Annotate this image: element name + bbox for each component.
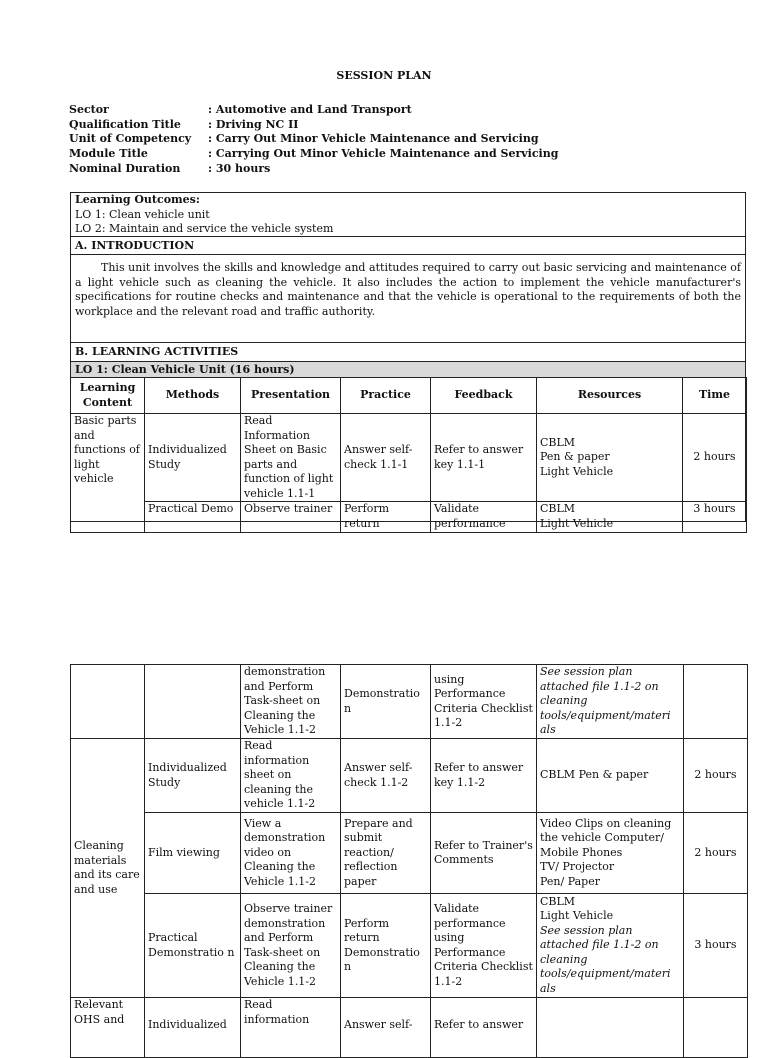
activities-table bbox=[70, 377, 747, 533]
resources-cell bbox=[537, 502, 683, 533]
practice-cell: Perform return Demonstratio n bbox=[341, 894, 431, 998]
method-cell: Individualized Study bbox=[145, 414, 241, 502]
method-cell bbox=[145, 665, 241, 739]
resources-cell: See session plan attached file 1.1-2 on cleaning tools/equipment/materi als bbox=[537, 665, 684, 739]
meta-value: : 30 hours bbox=[208, 161, 271, 175]
intro-heading: A. INTRODUCTION bbox=[71, 237, 745, 255]
resource-item: Light Vehicle bbox=[540, 909, 614, 923]
table-row bbox=[71, 894, 748, 998]
time-cell: 2 hours bbox=[684, 739, 748, 813]
column-header: Presentation bbox=[241, 378, 341, 414]
time-cell: 2 hours bbox=[684, 813, 748, 894]
feedback-cell: Refer to Trainer's Comments bbox=[431, 813, 537, 894]
learning-content-cell bbox=[71, 665, 145, 739]
column-header: Methods bbox=[145, 378, 241, 414]
meta-row bbox=[69, 147, 558, 162]
resource-item: TV/ Projector bbox=[540, 860, 615, 874]
column-header: Time bbox=[683, 378, 747, 414]
method-cell: Individualized bbox=[145, 998, 241, 1058]
table-row bbox=[71, 998, 748, 1058]
meta-value: : Automotive and Land Transport bbox=[208, 103, 412, 116]
activities-table-continued bbox=[70, 664, 748, 1058]
resource-item: CBLM bbox=[540, 894, 576, 908]
practice-cell: Answer self-check 1.1-1 bbox=[341, 414, 431, 502]
lo1-heading: LO 1: Clean Vehicle Unit (16 hours) bbox=[71, 362, 745, 378]
resource-item: Pen & paper bbox=[540, 450, 610, 464]
method-cell: Individualized Study bbox=[145, 739, 241, 813]
meta-key: Qualification Title bbox=[69, 117, 181, 131]
meta-value: : Driving NC II bbox=[208, 117, 299, 131]
meta-row bbox=[69, 162, 558, 177]
feedback-cell: using Performance Criteria Checklist 1.1-2 bbox=[431, 665, 537, 739]
time-cell bbox=[684, 998, 748, 1058]
learning-content-cell: Basic parts and functions of light vehicle bbox=[71, 414, 145, 533]
practice-cell: Perform return bbox=[341, 502, 431, 533]
outcome-item: LO 2: Maintain and service the vehicle system bbox=[75, 222, 334, 235]
presentation-cell: View a demonstration video on Cleaning the Vehicle 1.1-2 bbox=[241, 813, 341, 894]
learning-outcomes bbox=[71, 193, 745, 237]
table-row bbox=[71, 665, 748, 739]
presentation-cell: Read information sheet on cleaning the vehicle 1.1-2 bbox=[241, 739, 341, 813]
column-header: Practice bbox=[341, 378, 431, 414]
outcomes-heading: Learning Outcomes: bbox=[75, 193, 200, 206]
resources-cell bbox=[537, 414, 683, 502]
resource-item: See session plan attached file 1.1-2 on cleaning tools/equipment/materi als bbox=[540, 923, 671, 995]
column-header: Learning Content bbox=[71, 378, 145, 414]
time-cell: 3 hours bbox=[683, 502, 747, 533]
practice-cell: Answer self- bbox=[341, 998, 431, 1058]
session-plan-box bbox=[70, 192, 746, 530]
column-header: Resources bbox=[537, 378, 683, 414]
page-2-table-wrap bbox=[70, 664, 746, 1031]
time-cell bbox=[684, 665, 748, 739]
meta-row bbox=[69, 118, 558, 133]
learning-content-cell: Relevant OHS and bbox=[71, 998, 145, 1058]
method-cell: Practical Demonstratio n bbox=[145, 894, 241, 998]
feedback-cell: Refer to answer key 1.1-2 bbox=[431, 739, 537, 813]
meta-row bbox=[69, 132, 558, 147]
resource-item: Light Vehicle bbox=[540, 516, 614, 530]
table-row bbox=[71, 502, 747, 533]
method-cell: Film viewing bbox=[145, 813, 241, 894]
table-row bbox=[71, 813, 748, 894]
resource-item: Pen/ Paper bbox=[540, 874, 600, 888]
resources-cell bbox=[537, 813, 684, 894]
column-header: Feedback bbox=[431, 378, 537, 414]
resource-item: Video Clips on cleaning the vehicle Computer/ Mobile Phones bbox=[540, 816, 672, 859]
feedback-cell: Refer to answer key 1.1-1 bbox=[431, 414, 537, 502]
presentation-cell: Observe trainer demonstration and Perform Task-sheet on Cleaning the Vehicle 1.1-2 bbox=[241, 894, 341, 998]
resource-item: CBLM bbox=[540, 435, 576, 449]
meta-key: Nominal Duration bbox=[69, 161, 181, 175]
meta-key: Sector bbox=[69, 103, 109, 116]
meta-row bbox=[69, 103, 558, 118]
intro-section bbox=[71, 255, 745, 343]
learning-content-cell: Cleaning materials and its care and use bbox=[71, 739, 145, 998]
meta-key: Unit of Competency bbox=[69, 132, 192, 146]
resources-cell bbox=[537, 894, 684, 998]
course-meta bbox=[69, 103, 558, 176]
presentation-cell: Read information bbox=[241, 998, 341, 1058]
feedback-cell: Validate performance bbox=[431, 502, 537, 533]
time-cell: 2 hours bbox=[683, 414, 747, 502]
presentation-cell: Observe trainer bbox=[241, 502, 341, 533]
presentation-cell: demonstration and Perform Task-sheet on Cleaning the Vehicle 1.1-2 bbox=[241, 665, 341, 739]
meta-value: : Carry Out Minor Vehicle Maintenance and Servicing bbox=[208, 132, 539, 146]
feedback-cell: Refer to answer bbox=[431, 998, 537, 1058]
page-title: SESSION PLAN bbox=[336, 69, 432, 82]
outcome-item: LO 1: Clean vehicle unit bbox=[75, 207, 210, 221]
resource-item: Light Vehicle bbox=[540, 464, 614, 478]
resource-item: CBLM bbox=[540, 502, 576, 515]
table-row bbox=[71, 414, 747, 502]
activities-heading: B. LEARNING ACTIVITIES bbox=[71, 343, 745, 362]
meta-key: Module Title bbox=[69, 147, 148, 161]
practice-cell: Prepare and submit reaction/ reflection paper bbox=[341, 813, 431, 894]
resources-cell bbox=[537, 998, 684, 1058]
method-cell: Practical Demo bbox=[145, 502, 241, 533]
table-header-row bbox=[71, 378, 747, 414]
meta-value: : Carrying Out Minor Vehicle Maintenance and Servicing bbox=[208, 147, 559, 161]
table-row bbox=[71, 739, 748, 813]
resources-cell: CBLM Pen & paper bbox=[537, 739, 684, 813]
feedback-cell: Validate performance using Performance Criteria Checklist 1.1-2 bbox=[431, 894, 537, 998]
presentation-cell: Read Information Sheet on Basic parts and function of light vehicle 1.1-1 bbox=[241, 414, 341, 502]
practice-cell: Answer self-check 1.1-2 bbox=[341, 739, 431, 813]
practice-cell: Demonstratio n bbox=[341, 665, 431, 739]
intro-paragraph: This unit involves the skills and knowledge and attitudes required to carry out basic servicing and maintenance of a light vehicle such as cleaning the vehicle. It also includes the action to implement the vehicle manufacturer's specifications for routine checks and maintenance and that the vehicle is operational to the requirements of both the workplace and the relevant road and traffic authority. bbox=[75, 261, 741, 318]
time-cell: 3 hours bbox=[684, 894, 748, 998]
